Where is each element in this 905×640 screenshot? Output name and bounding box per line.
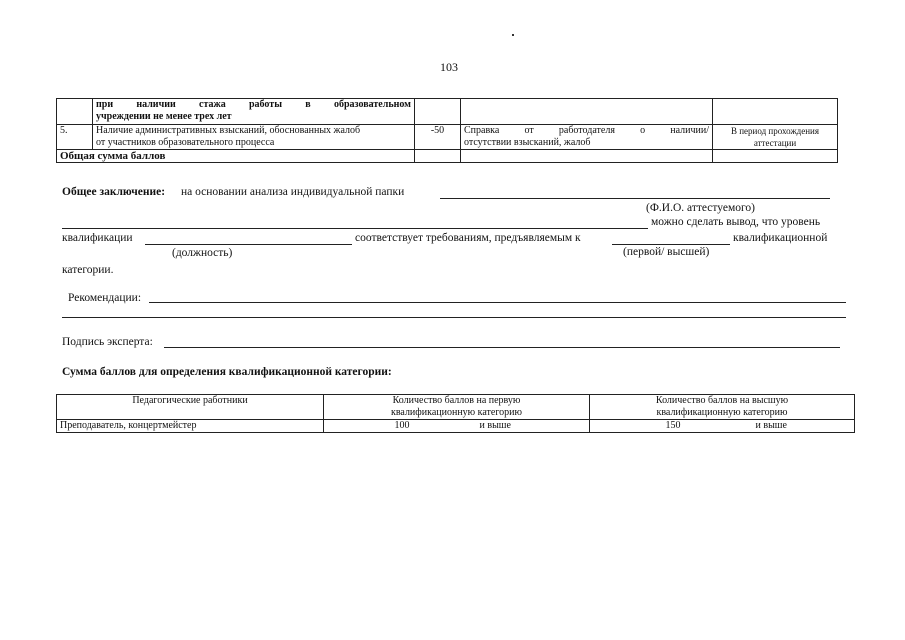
table-row [57, 125, 838, 150]
first-score-cell [324, 420, 590, 433]
header-cell [324, 395, 590, 420]
header-text: квалификационную категорию [390, 407, 523, 418]
conclusion-text: квалификационной [733, 232, 828, 244]
conclusion-text: категории. [62, 264, 114, 276]
signature-line [164, 347, 840, 348]
header-text: Количество баллов на высшую [655, 395, 789, 406]
evidence-text: Справка от работодателя о наличии/ [464, 125, 709, 136]
period-cell [713, 99, 838, 125]
first-score-suffix: и выше [479, 420, 511, 431]
conclusion-label: Общее заключение: [62, 186, 166, 198]
criterion-cell [93, 99, 415, 125]
period-cell [713, 125, 838, 150]
table-row [57, 420, 855, 433]
conclusion-text: на основании анализа индивидуальной папки [181, 186, 405, 198]
sum-heading: Сумма баллов для определения квалификационной категории: [62, 366, 392, 378]
header-text: квалификационную категорию [656, 407, 788, 418]
page-number: 103 [440, 60, 458, 74]
evidence-cell [461, 150, 713, 163]
total-label: Общая сумма баллов [57, 150, 415, 163]
score-cell [415, 99, 461, 125]
top-score-suffix: и выше [755, 420, 787, 431]
num-cell [57, 99, 93, 125]
evidence-cell [461, 125, 713, 150]
num-cell: 5. [57, 125, 93, 150]
period-cell [713, 150, 838, 163]
fio-blank-line-2 [62, 228, 648, 229]
category-hint: (первой/ высшей) [623, 246, 710, 258]
sums-table [56, 394, 855, 433]
recommendations-line [149, 302, 846, 303]
criteria-table [56, 98, 838, 163]
position-hint: (должность) [172, 247, 233, 259]
criterion-text: от участников образовательного процесса [96, 137, 275, 148]
recommendations-label: Рекомендации: [68, 292, 142, 304]
evidence-cell [461, 99, 713, 125]
conclusion-text: соответствует требованиям, предъявляемым к [355, 232, 581, 244]
top-score-cell [590, 420, 855, 433]
period-text: В период прохождения [730, 126, 820, 136]
top-score: 150 [665, 420, 681, 431]
qualification-label: квалификации [62, 232, 133, 244]
score-cell [415, 150, 461, 163]
header-text: Количество баллов на первую [392, 395, 521, 406]
table-row [57, 99, 838, 125]
fio-blank-line [440, 198, 830, 199]
recommendations-line-2 [62, 317, 846, 318]
score-cell: -50 [415, 125, 461, 150]
worker-cell: Преподаватель, концертмейстер [57, 420, 324, 433]
expert-signature-label: Подпись эксперта: [62, 336, 153, 348]
header-cell [590, 395, 855, 420]
category-blank-line [612, 244, 730, 245]
evidence-text: отсутствии взысканий, жалоб [464, 137, 591, 148]
header-cell: Педагогические работники [57, 395, 324, 420]
position-blank-line [145, 244, 352, 245]
criterion-text: учреждении не менее трех лет [96, 111, 232, 122]
criterion-cell [93, 125, 415, 150]
period-text: аттестации [753, 138, 797, 148]
first-score: 100 [394, 420, 410, 431]
table-row [57, 150, 838, 163]
fio-hint: (Ф.И.О. аттестуемого) [646, 202, 755, 214]
criterion-text: Наличие административных взысканий, обоснованных жалоб [96, 125, 361, 136]
criterion-text: при наличии стажа работы в образовательном [96, 99, 411, 110]
table-row [57, 395, 855, 420]
scan-dot [512, 34, 514, 36]
conclusion-text: можно сделать вывод, что уровень [651, 216, 821, 228]
